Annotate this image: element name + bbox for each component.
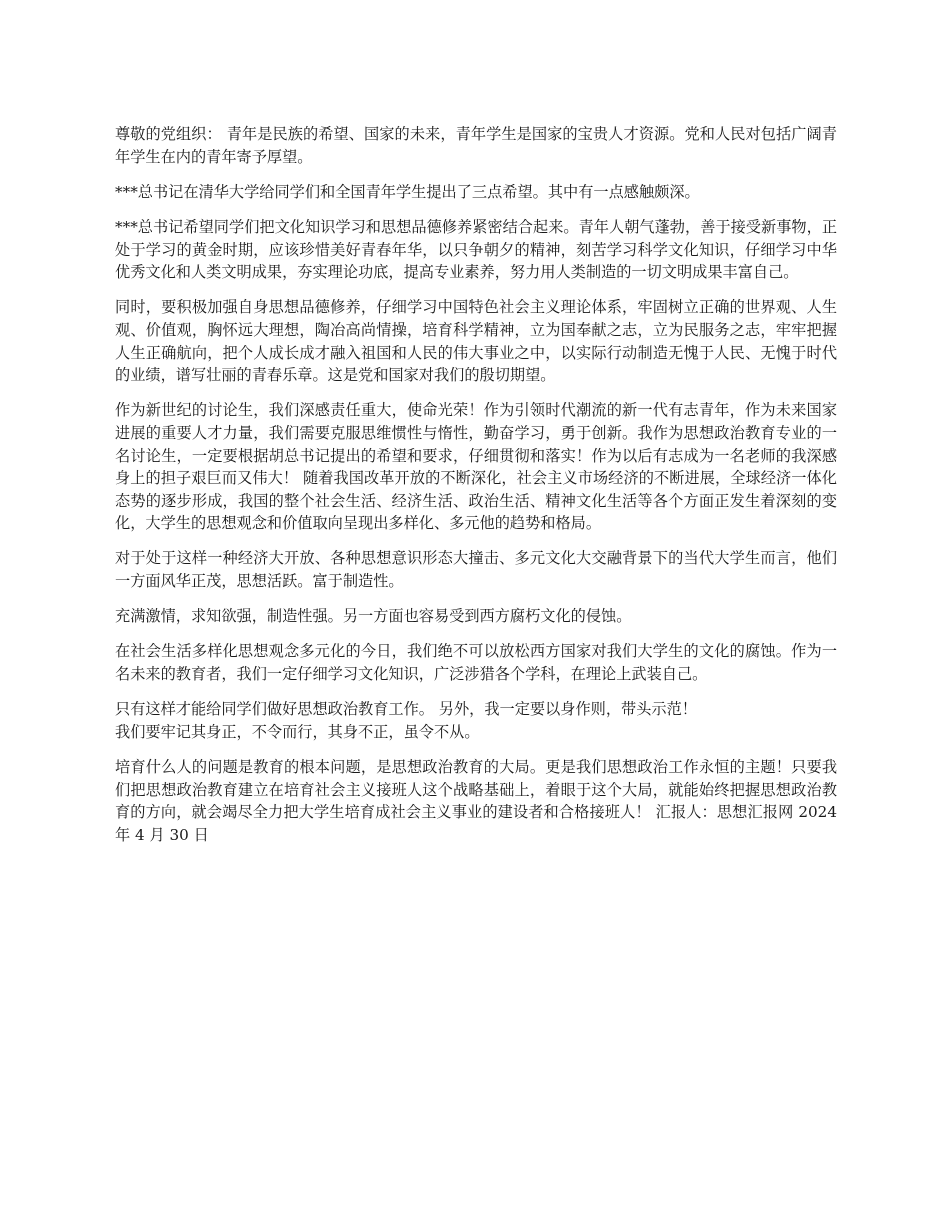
paragraph-students: 对于处于这样一种经济大开放、各种思想意识形态大撞击、多元文化大交融背景下的当代大学生而言，他们一方面风华正茂，思想活跃。富于制造性。 <box>115 549 837 591</box>
paragraph-hopes: ***总书记在清华大学给同学们和全国青年学生提出了三点希望。其中有一点感触颇深。 <box>115 182 700 201</box>
paragraph-passion: 充满激情，求知欲强，制造性强。另一方面也容易受到西方腐朽文化的侵蚀。 <box>115 607 632 626</box>
paragraph-study: ***总书记希望同学们把文化知识学习和思想品德修养紧密结合起来。青年人朝气蓬勃，善于接受新事物，正处于学习的黄金时期，应该珍惜美好青春年华，以只争朝夕的精神，刻苦学习科学文化知识，仔细学习中华优秀文化和人类文明成果，夯实理论功底，提高专业素养，努力用人类制造的一切文明成果丰富自己。 <box>115 217 837 282</box>
paragraph-society: 在社会生活多样化思想观念多元化的今日，我们绝不可以放松西方国家对我们大学生的文化的腐蚀。作为一名未来的教育者，我们一定仔细学习文化知识，广泛涉猎各个学科，在理论上武装自己。 <box>115 642 837 684</box>
paragraph-example: 只有这样才能给同学们做好思想政治教育工作。 另外，我一定要以身作则，带头示范！ 我们要牢记其身正，不令而行，其身不正，虽令不从。 <box>115 700 697 741</box>
paragraph-salutation: 尊敬的党组织： 青年是民族的希望、国家的未来，青年学生是国家的宝贵人才资源。党和人民对包括广阔青年学生在内的青年寄予厚望。 <box>115 125 837 166</box>
paragraph-morality: 同时，要积极加强自身思想品德修养，仔细学习中国特色社会主义理论体系，牢固树立正确的世界观、人生观、价值观，胸怀远大理想，陶冶高尚情操，培育科学精神，立为国奉献之志，立为民服务之志，牢牢把握人生正确航向，把个人成长成才融入祖国和人民的伟大事业之中，以实际行动制造无愧于人民、无愧于时代的业绩，谱写壮丽的青春乐章。这是党和国家对我们的殷切期望。 <box>115 298 837 385</box>
paragraph-conclusion: 培育什么人的问题是教育的根本问题，是思想政治教育的大局。更是我们思想政治工作永恒的主题！只要我们把思想政治教育建立在培育社会主义接班人这个战略基础上，着眼于这个大局，就能始终把握思想政治教育的方向，就会竭尽全力把大学生培育成社会主义事业的建设者和合格接班人！ 汇报人：思想汇报网 2024 年 4 月 30 日 <box>115 758 837 844</box>
document-body <box>115 123 837 859</box>
paragraph-responsibility: 作为新世纪的讨论生，我们深感责任重大，使命光荣！作为引领时代潮流的新一代有志青年，作为未来国家进展的重要人才力量，我们需要克服思维惯性与惰性，勤奋学习，勇于创新。我作为思想政治教育专业的一名讨论生，一定要根据胡总书记提出的希望和要求，仔细贯彻和落实！作为以后有志成为一名老师的我深感身上的担子艰巨而又伟大！ 随着我国改革开放的不断深化，社会主义市场经济的不断进展，全球经济一体化态势的逐步形成，我国的整个社会生活、经济生活、政治生活、精神文化生活等各个方面正发生着深刻的变化，大学生的思想观念和价值取向呈现出多样化、多元他的趋势和格局。 <box>115 401 837 533</box>
